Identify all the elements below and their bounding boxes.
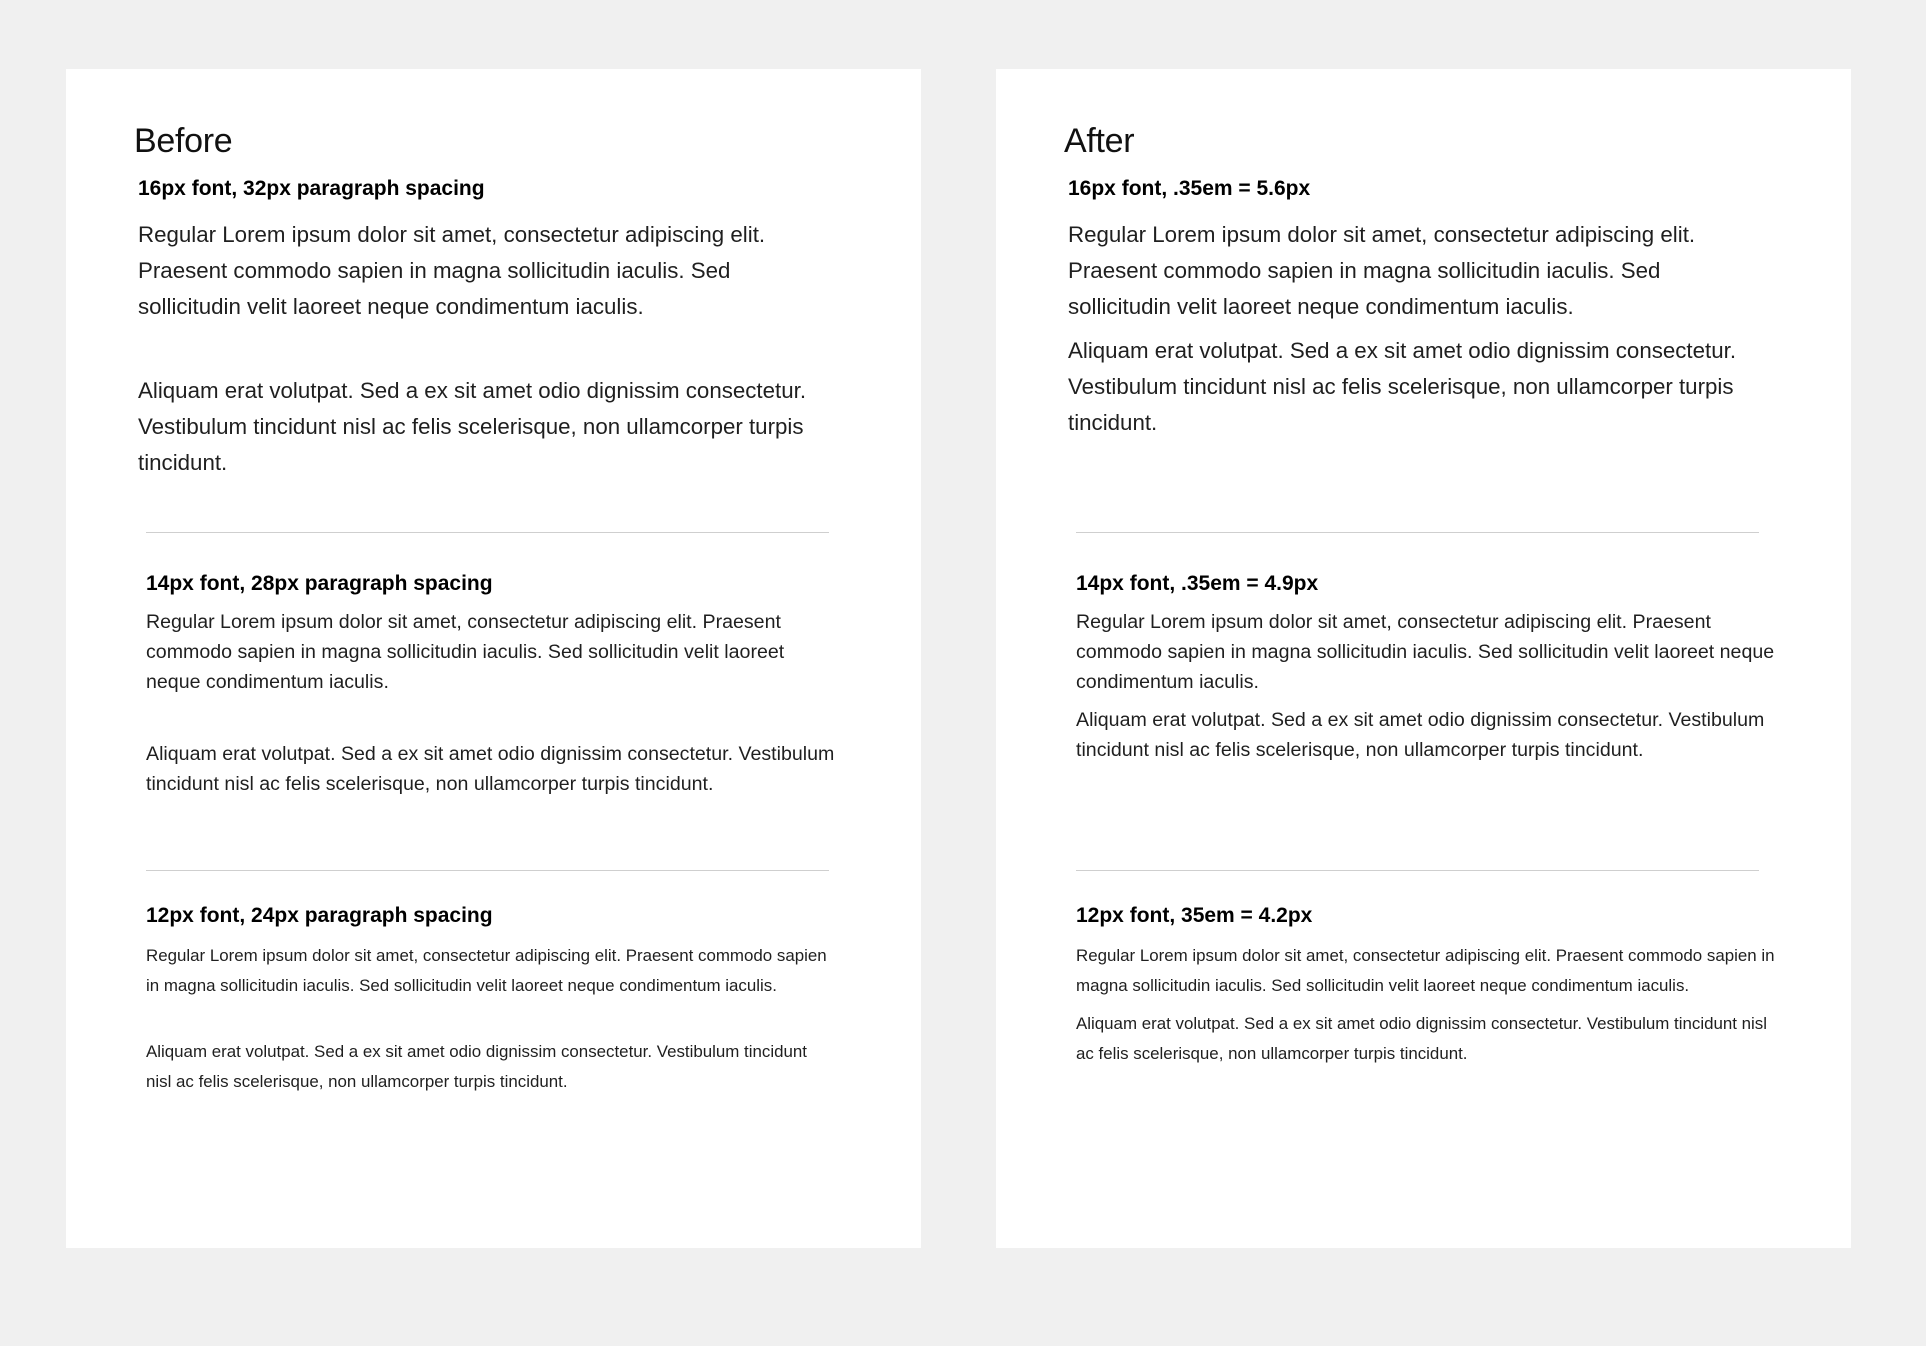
paragraph: Aliquam erat volutpat. Sed a ex sit amet odio dignissim consectetur. Vestibulum tincidunt nisl ac felis scelerisque, non ullamcorper turpis tincidunt. xyxy=(1076,1014,1767,1063)
section-heading: 12px font, 24px paragraph spacing xyxy=(146,904,493,927)
section-heading: 12px font, 35em = 4.2px xyxy=(1076,904,1313,927)
divider xyxy=(146,532,829,533)
divider xyxy=(1076,532,1759,533)
panel-before xyxy=(66,69,921,1248)
section-12px xyxy=(1076,901,1776,1069)
paragraph: Aliquam erat volutpat. Sed a ex sit amet odio dignissim consectetur. Vestibulum tincidunt nisl ac felis scelerisque, non ullamcorper turpis tincidunt. xyxy=(138,378,807,475)
section-heading: 16px font, 32px paragraph spacing xyxy=(138,177,485,200)
section-12px xyxy=(146,901,836,1097)
panel-after xyxy=(996,69,1851,1248)
divider xyxy=(146,870,829,871)
paragraph: Regular Lorem ipsum dolor sit amet, consectetur adipiscing elit. Praesent commodo sapien in magna sollicitudin iaculis. Sed sollicitudin velit laoreet neque condimentum iaculis. xyxy=(146,611,785,693)
panel-title: Before xyxy=(134,122,233,160)
paragraph: Regular Lorem ipsum dolor sit amet, consectetur adipiscing elit. Praesent commodo sapien in magna sollicitudin iaculis. Sed sollicitudin velit laoreet neque condimentum iaculis. xyxy=(1076,946,1775,995)
section-14px xyxy=(1076,569,1776,765)
section-14px xyxy=(146,569,836,799)
divider xyxy=(1076,870,1759,871)
paragraph: Regular Lorem ipsum dolor sit amet, consectetur adipiscing elit. Praesent commodo sapien in magna sollicitudin iaculis. Sed sollicitudin velit laoreet neque condimentum iaculis. xyxy=(1076,611,1775,693)
panel-title: After xyxy=(1064,122,1135,160)
section-heading: 16px font, .35em = 5.6px xyxy=(1068,177,1311,200)
section-heading: 14px font, 28px paragraph spacing xyxy=(146,572,493,595)
paragraph: Aliquam erat volutpat. Sed a ex sit amet odio dignissim consectetur. Vestibulum tincidunt nisl ac felis scelerisque, non ullamcorper turpis tincidunt. xyxy=(146,1042,807,1091)
paragraph: Aliquam erat volutpat. Sed a ex sit amet odio dignissim consectetur. Vestibulum tincidunt nisl ac felis scelerisque, non ullamcorper turpis tincidunt. xyxy=(1068,338,1737,435)
paragraph: Aliquam erat volutpat. Sed a ex sit amet odio dignissim consectetur. Vestibulum tincidunt nisl ac felis scelerisque, non ullamcorper turpis tincidunt. xyxy=(146,743,835,795)
section-heading: 14px font, .35em = 4.9px xyxy=(1076,572,1319,595)
section-16px xyxy=(138,177,838,481)
paragraph: Regular Lorem ipsum dolor sit amet, consectetur adipiscing elit. Praesent commodo sapien in magna sollicitudin iaculis. Sed sollicitudin velit laoreet neque condimentum iaculis. xyxy=(138,222,766,319)
section-16px xyxy=(1068,177,1768,441)
paragraph: Aliquam erat volutpat. Sed a ex sit amet odio dignissim consectetur. Vestibulum tincidunt nisl ac felis scelerisque, non ullamcorper turpis tincidunt. xyxy=(1076,709,1765,761)
paragraph: Regular Lorem ipsum dolor sit amet, consectetur adipiscing elit. Praesent commodo sapien in magna sollicitudin iaculis. Sed sollicitudin velit laoreet neque condimentum iaculis. xyxy=(146,946,827,995)
paragraph: Regular Lorem ipsum dolor sit amet, consectetur adipiscing elit. Praesent commodo sapien in magna sollicitudin iaculis. Sed sollicitudin velit laoreet neque condimentum iaculis. xyxy=(1068,222,1696,319)
